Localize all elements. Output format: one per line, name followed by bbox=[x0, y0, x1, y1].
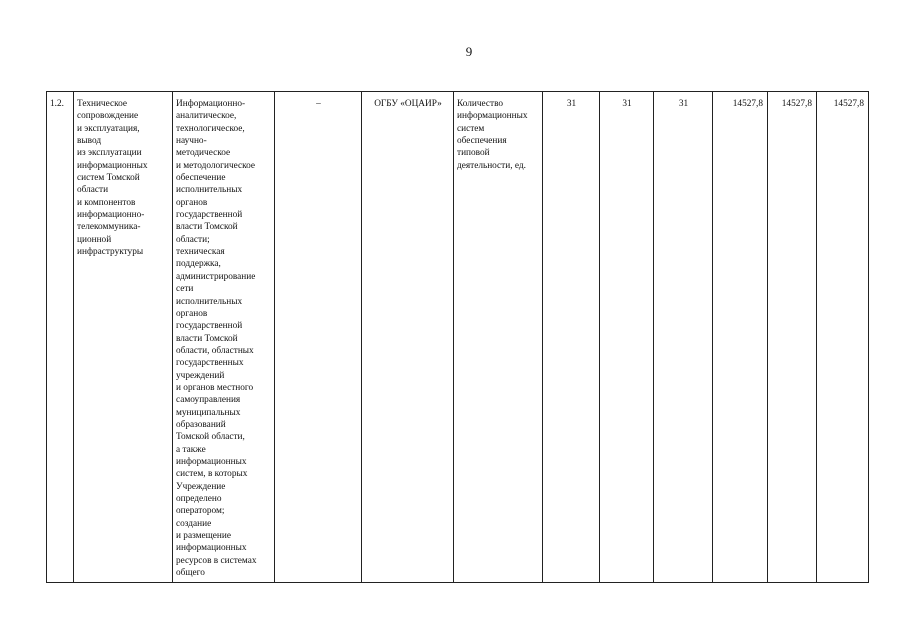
table-row bbox=[47, 92, 869, 583]
row-number-cell: 1.2. bbox=[47, 92, 74, 583]
budget-table bbox=[46, 91, 869, 583]
institution-cell: ОГБУ «ОЦАИР» bbox=[362, 92, 454, 583]
content-cell: Информационно- аналитическое, технологическое, научно- методическое и методологическое обеспечение исполнительных органов государственной власти Томской области; техническая поддержка, администрирование сети исполнительных органов государственной власти Томской области, областных государственных учреждений и органов местного самоуправления муниципальных образований Томской области, а также информационных систем, в которых Учреждение определено оператором; создание и размещение информационных ресурсов в системах общего bbox=[173, 92, 275, 583]
amount-cell-2: 14527,8 bbox=[768, 92, 817, 583]
page-number: 9 bbox=[465, 44, 473, 59]
dash-cell: – bbox=[275, 92, 362, 583]
amount-cell-1: 14527,8 bbox=[713, 92, 768, 583]
value-cell-1: 31 bbox=[543, 92, 600, 583]
service-name-cell: Техническое сопровождение и эксплуатация, вывод из эксплуатации информационных систем Томской области и компонентов информационно- телекоммуника- ционной инфраструктуры bbox=[74, 92, 173, 583]
value-cell-3: 31 bbox=[654, 92, 713, 583]
amount-cell-3: 14527,8 bbox=[817, 92, 869, 583]
indicator-cell: Количество информационных систем обеспечения типовой деятельности, ед. bbox=[454, 92, 543, 583]
value-cell-2: 31 bbox=[600, 92, 654, 583]
